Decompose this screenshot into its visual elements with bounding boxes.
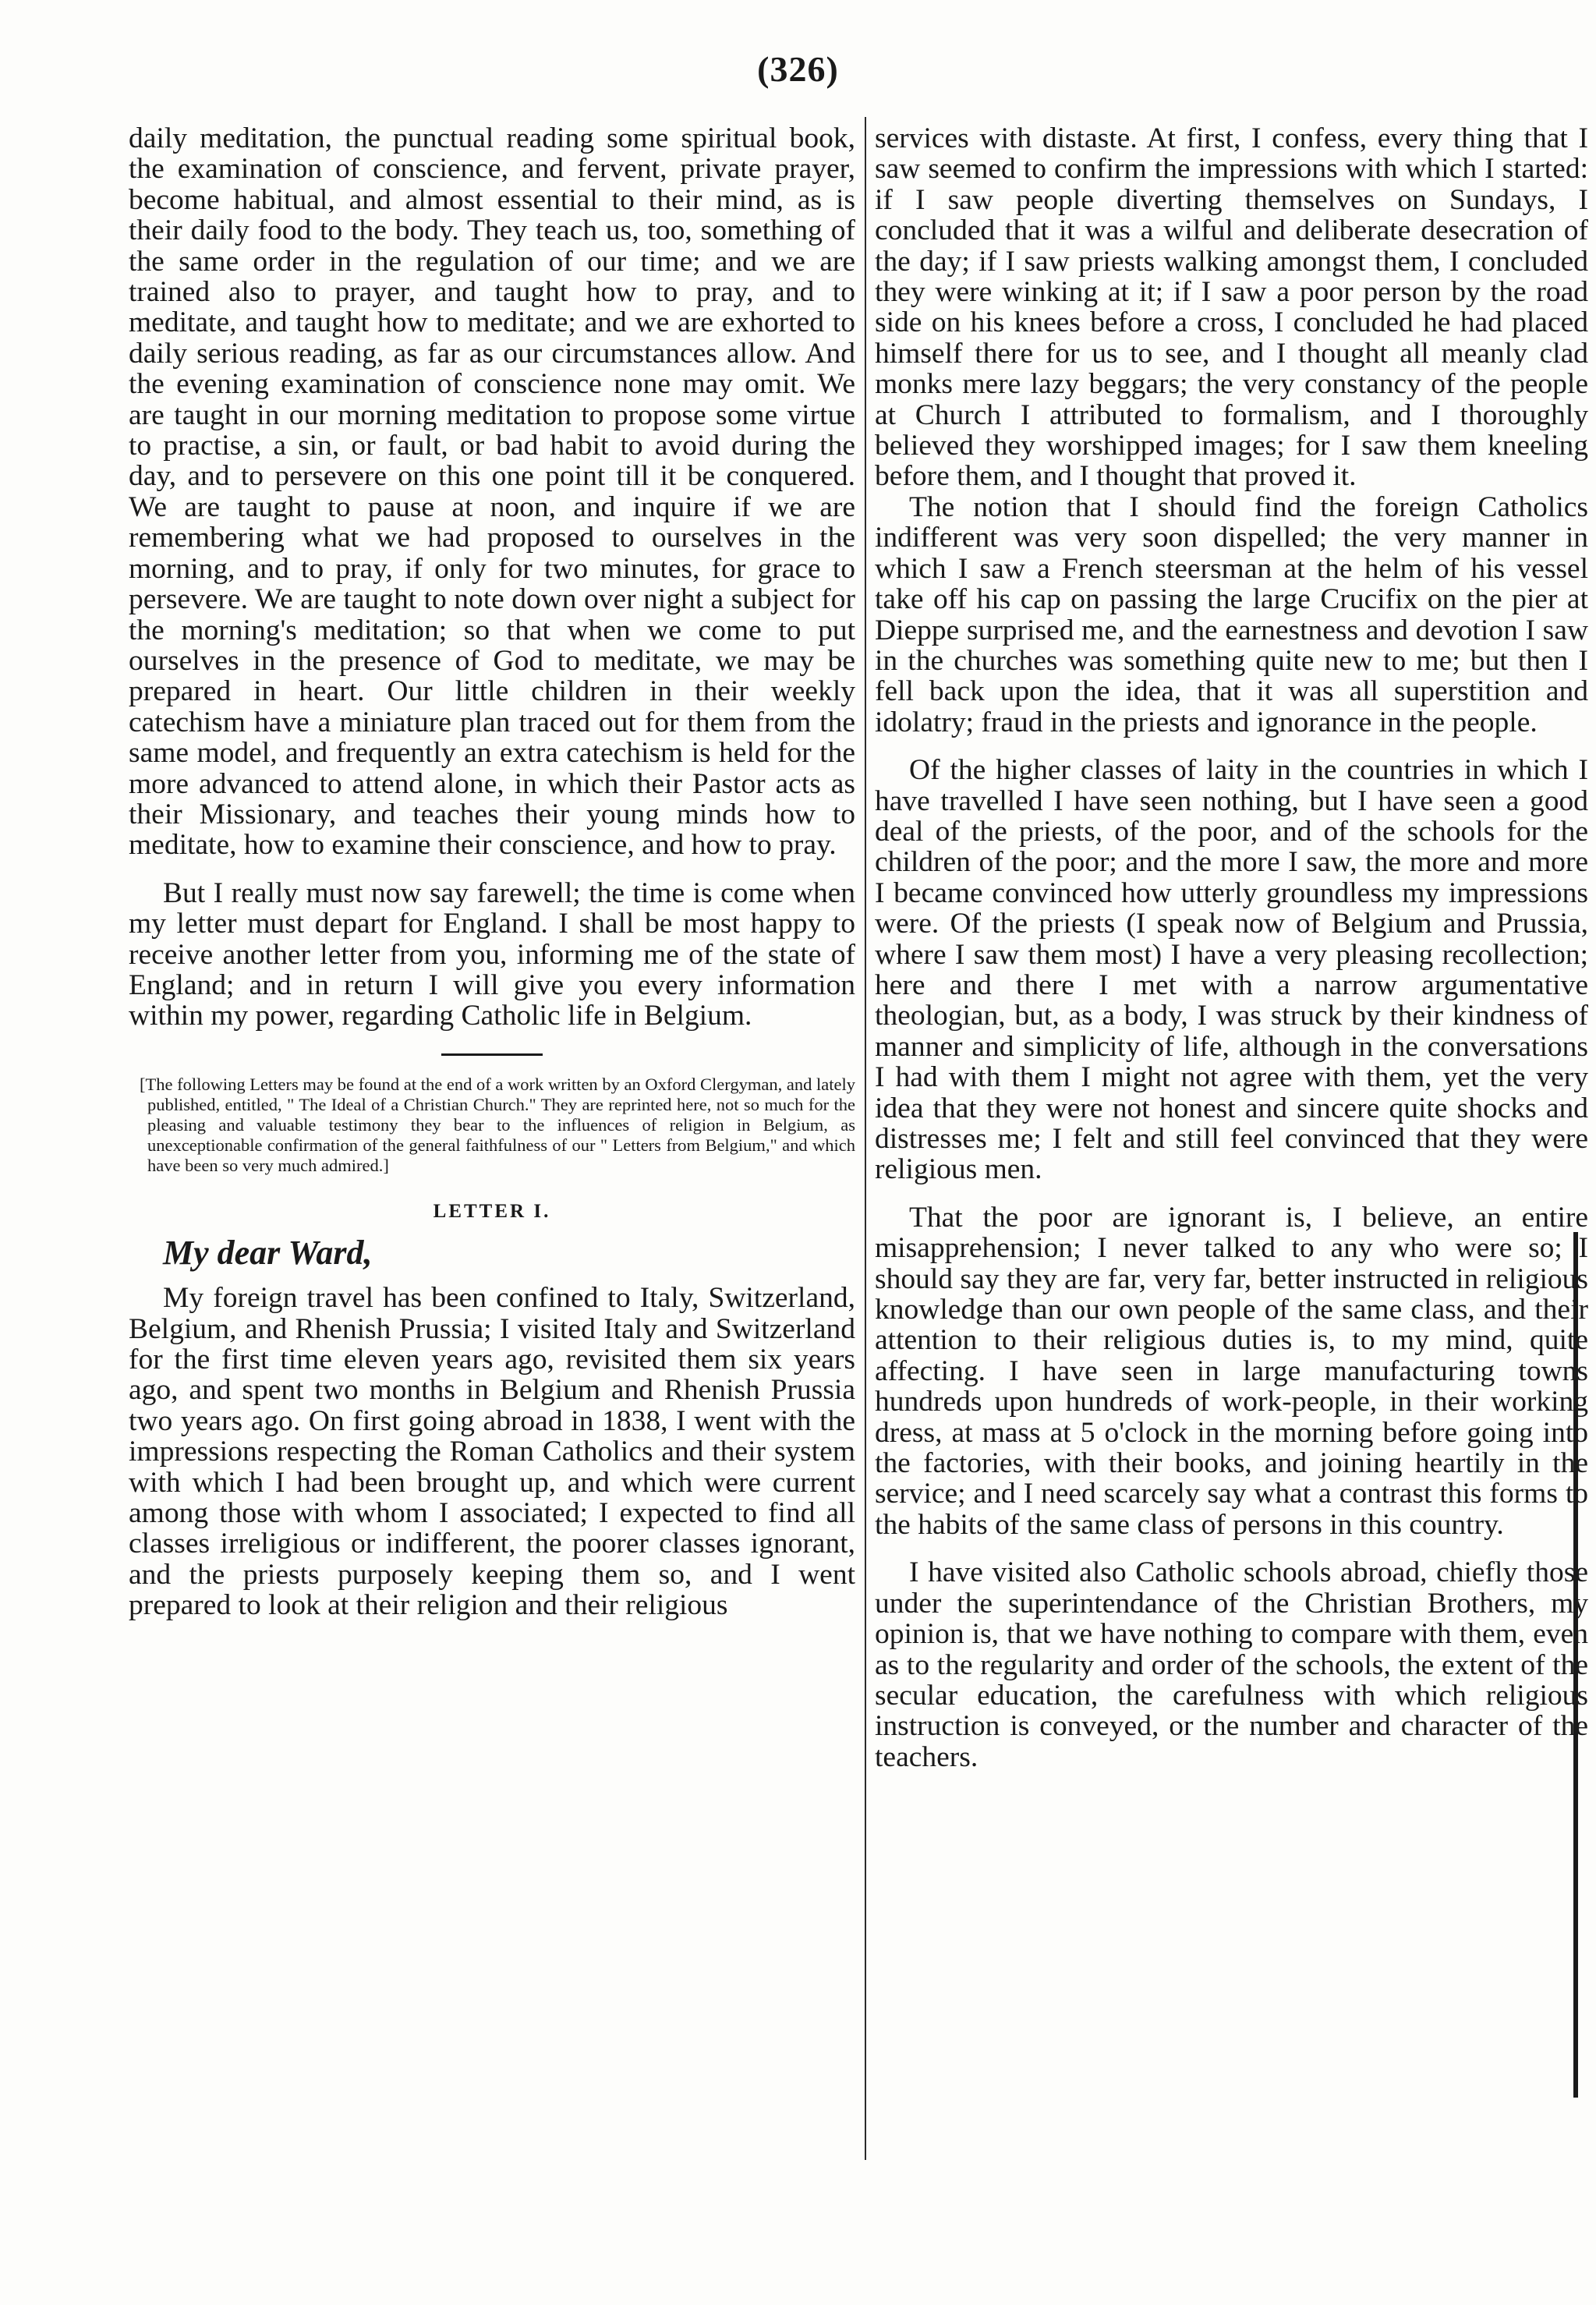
left-paragraph-3: My foreign travel has been confined to Italy, Switzerland, Belgium, and Rhenish Prussia; I visited Italy and Switzerland for the first time eleven years ago, revisited them six years ago, and spent two months in Belgium and Rhenish Prussia two years ago. On first going abroad in 1838, I went with the impressions respecting the Roman Catholics and their system with which I had been brought up, and which were current among those with whom I associated; I expected to find all classes irreligious or indifferent, the poorer classes ignorant, and the priests purposely keeping them so, and I went prepared to look at their religion and their religious bbox=[129, 1282, 855, 1622]
section-separator bbox=[441, 1053, 543, 1056]
letter-heading: LETTER I. bbox=[433, 1200, 551, 1222]
right-paragraph-4: That the poor are ignorant is, I believe, an entire misapprehension; I never talked to any who were so; I should say they are far, very far, better instructed in religious knowledge than our own people of the same class, and their attention to their religious duties is, to my mind, quite affecting. I have seen in large manufacturing towns hundreds upon hundreds of work-people, in their working dress, at mass at 5 o'clock in the morning before going into the factories, with their books, and joining heartily in the service; and I need scarcely say what a contrast this forms to the habits of the same class of persons in this country. bbox=[875, 1201, 1588, 1541]
column-divider bbox=[865, 117, 866, 2160]
page-number: (326) bbox=[757, 49, 839, 89]
right-paragraph-1: services with distaste. At first, I confess, every thing that I saw seemed to confirm the impressions with which I started: if I saw people diverting themselves on Sundays, I concluded that it was a wilful and deliberate desecration of the day; if I saw priests walking amongst them, I concluded they were winking at it; if I saw a poor person by the road side on his knees before a cross, I concluded he had placed himself there for us to see, and I thought all meanly clad monks mere lazy beggars; the very constancy of the people at Church I attributed to formalism, and I thoroughly believed they worshipped images; for I saw them kneeling before them, and I thought that proved it. bbox=[875, 122, 1588, 493]
right-paragraph-3: Of the higher classes of laity in the countries in which I have travelled I have seen nothing, but I have seen a good deal of the priests, of the poor, and of the schools for the children of the poor; and the more I saw, the more and more I became convinced how utterly groundless my impressions were. Of the priests (I speak now of Belgium and Prussia, where I saw them most) I have a very pleasing recollection; here and there I met with a narrow argumentative theologian, but, as a body, I was struck by their kindness of manner and simplicity of life, although in the conversations I had with them I might not agree with them, yet the very idea that they were not honest and sincere quite shocks and distresses me; I felt and still feel convinced that they were religious men. bbox=[875, 754, 1588, 1186]
letter-salutation: My dear Ward, bbox=[163, 1234, 373, 1273]
right-paragraph-5: I have visited also Catholic schools abroad, chiefly those under the superintendance of the Christian Brothers, my opinion is, that we have nothing to compare with them, even as to the regularity and order of the schools, the extent of the secular education, the carefulness with which religious instruction is conveyed, or the number and character of the teachers. bbox=[875, 1556, 1588, 1773]
right-column bbox=[875, 123, 1588, 1772]
left-paragraph-1: daily meditation, the punctual reading some spiritual book, the examination of conscience, and fervent, private prayer, become habitual, and almost essential to their mind, as is their daily food to the body. They teach us, too, something of the same order in the regulation of our time; and we are trained also to prayer, and taught how to pray, and to meditate, and taught how to meditate; and we are exhorted to daily serious reading, as far as our circumstances allow. And the evening examination of conscience none may omit. We are taught in our morning meditation to propose some virtue to practise, a sin, or fault, or bad habit to avoid during the day, and to persevere on this one point till it be conquered. We are taught to pause at noon, and inquire if we are remembering what we had proposed to ourselves in the morning, and to pray, if only for two minutes, for grace to persevere. We are taught to note down over night a subject for the morning's meditation; so that when we come to put ourselves in the presence of God to meditate, we may be prepared in heart. Our little children in their weekly catechism have a miniature plan traced out for them from the same model, and frequently an extra catechism is held for the more advanced to attend alone, in which their Pastor acts as their Missionary, and teaches their young minds how to meditate, how to examine their conscience, and how to pray. bbox=[129, 122, 855, 862]
right-paragraph-2: The notion that I should find the foreign Catholics indifferent was very soon dispelled; the very manner in which I saw a French steersman at the helm of his vessel take off his cap on passing the large Crucifix on the pier at Dieppe surprised me, and the earnestness and devotion I saw in the churches was something quite new to me; but then I fell back upon the idea, that it was all superstition and idolatry; fraud in the priests and ignorance in the people. bbox=[875, 490, 1588, 738]
editorial-note: [The following Letters may be found at the end of a work written by an Oxford Clergyman, and lately published, entitled, " The Ideal of a Christian Church." They are reprinted here, not so much for the pleasing and valuable testimony they bear to the influences of religion in Belgium, as unexceptionable confirmation of the general faithfulness of our " Letters from Belgium," and which have been so very much admired.] bbox=[140, 1074, 855, 1175]
left-paragraph-2: But I really must now say farewell; the time is come when my letter must depart for England. I shall be most happy to receive another letter from you, informing me of the state of England; and in return I will give you every information within my power, regarding Catholic life in Belgium. bbox=[129, 876, 855, 1032]
left-column bbox=[129, 123, 855, 1621]
